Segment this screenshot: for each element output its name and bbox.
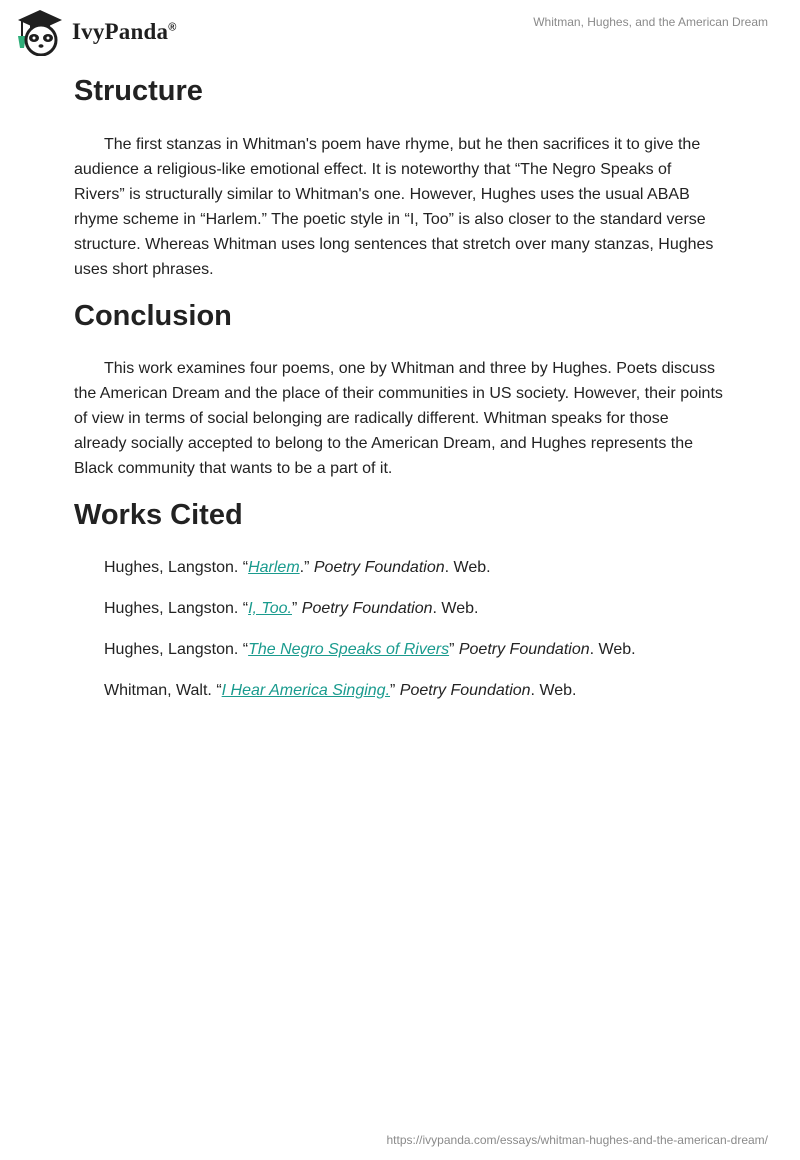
citation-prefix: Hughes, Langston. “ (104, 600, 249, 617)
document-title: Whitman, Hughes, and the American Dream (533, 15, 768, 29)
conclusion-heading: Conclusion (74, 300, 232, 332)
citation-prefix: Hughes, Langston. “ (104, 641, 249, 658)
citation-publication: Poetry Foundation (458, 641, 590, 658)
brand-logo[interactable] (14, 8, 177, 56)
citation-link-harlem[interactable]: Harlem (248, 559, 300, 576)
citation-prefix: Hughes, Langston. “ (104, 559, 249, 576)
structure-paragraph: The first stanzas in Whitman's poem have rhyme, but he then sacrifices it to give the audience a religious-like emotional effect. It is noteworthy that “The Negro Speaks of Rivers” is structurally similar to Whitman's one. However, Hughes uses the usual ABAB rhyme scheme in “Harlem.” The poetic style in “I, Too” is also closer to the standard verse structure. Whereas Whitman uses long sentences that stretch over many stanzas, Hughes uses short phrases. (74, 136, 714, 278)
panda-graduate-icon (14, 8, 66, 56)
essay-content (74, 72, 724, 719)
citation-middle: .” (299, 559, 314, 576)
citation-middle: ” (449, 641, 459, 658)
brand-name: IvyPanda® (72, 19, 177, 44)
structure-heading: Structure (74, 75, 203, 107)
citation-item (104, 596, 724, 621)
conclusion-paragraph: This work examines four poems, one by Whitman and three by Hughes. Poets discuss the American Dream and the place of their communities in US society. However, their points of view in terms of social belonging are radically different. Whitman speaks for those already socially accepted to belong to the American Dream, and Hughes represents the Black community that wants to be a part of it. (74, 360, 723, 477)
citation-suffix: . Web. (589, 641, 636, 658)
citation-list (74, 555, 724, 703)
citation-publication: Poetry Foundation (313, 559, 445, 576)
citation-link-i-hear-america-singing[interactable]: I Hear America Singing. (221, 682, 391, 699)
registered-mark: ® (168, 21, 177, 34)
citation-link-i-too[interactable]: I, Too. (248, 600, 292, 617)
citation-suffix: . Web. (444, 559, 491, 576)
citation-publication: Poetry Foundation (399, 682, 531, 699)
citation-item (104, 678, 724, 703)
citation-suffix: . Web. (530, 682, 577, 699)
citation-prefix: Whitman, Walt. “ (104, 682, 222, 699)
footer-url: https://ivypanda.com/essays/whitman-hughes-and-the-american-dream/ (386, 1133, 768, 1147)
citation-publication: Poetry Foundation (301, 600, 433, 617)
citation-item (104, 555, 724, 580)
citation-item (104, 637, 724, 662)
works-cited-heading: Works Cited (74, 499, 243, 531)
citation-middle: ” (390, 682, 400, 699)
citation-middle: ” (291, 600, 302, 617)
citation-link-negro-speaks-of-rivers[interactable]: The Negro Speaks of Rivers (248, 641, 450, 658)
citation-suffix: . Web. (432, 600, 479, 617)
